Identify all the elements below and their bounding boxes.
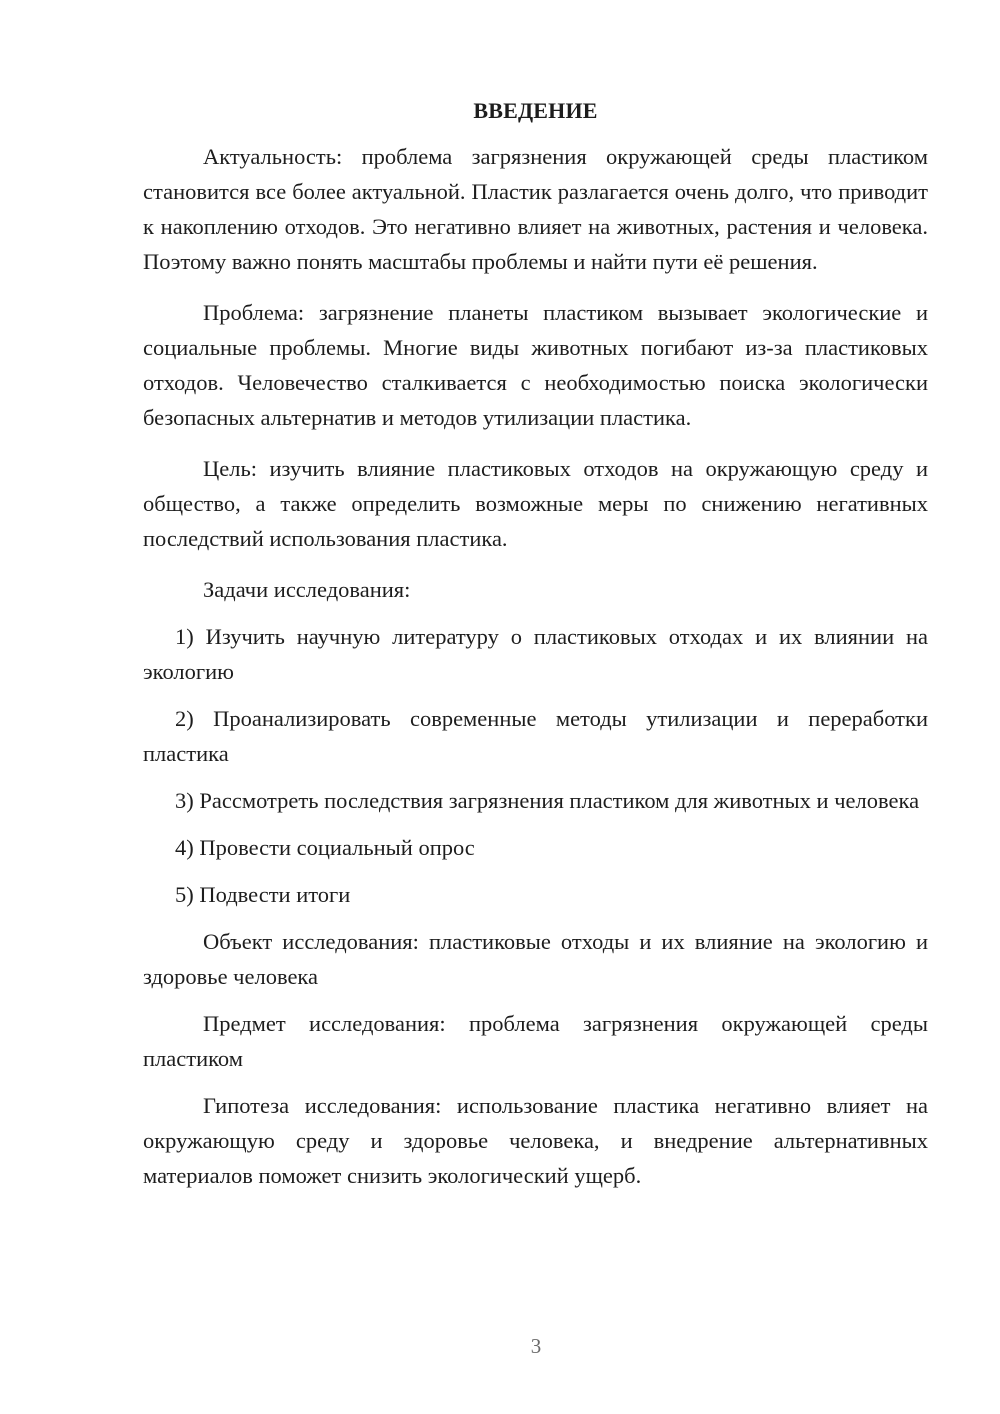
page-content: [143, 97, 928, 1205]
list-item-task-2: 2) Проанализировать современные методы утилизации и переработки пластика: [143, 706, 928, 766]
paragraph-research-hypothesis: Гипотеза исследования: использование пластика негативно влияет на окружающую среду и здоровье человека, и внедрение альтернативных материалов поможет снизить экологический ущерб.: [143, 1093, 928, 1188]
list-item-task-1: 1) Изучить научную литературу о пластиковых отходах и их влиянии на экологию: [143, 624, 928, 684]
page-number: 3: [530, 1334, 542, 1358]
paragraph-goal: Цель: изучить влияние пластиковых отходов на окружающую среду и общество, а также определить возможные меры по снижению негативных последствий использования пластика.: [143, 456, 928, 551]
paragraph-problem: Проблема: загрязнение планеты пластиком вызывает экологические и социальные проблемы. Многие виды животных погибают из-за пластиковых отходов. Человечество сталкивается с необходимостью поиска экологически безопасных альтернатив и методов утилизации пластика.: [143, 300, 928, 430]
list-item-task-4: 4) Провести социальный опрос: [175, 835, 475, 860]
tasks-title: Задачи исследования:: [203, 577, 411, 602]
paragraph-relevance: Актуальность: проблема загрязнения окружающей среды пластиком становится все более актуальной. Пластик разлагается очень долго, что приводит к накоплению отходов. Это негативно влияет на животных, растения и человека. Поэтому важно понять масштабы проблемы и найти пути её решения.: [143, 144, 928, 274]
page-title: ВВЕДЕНИЕ: [473, 98, 598, 123]
paragraph-research-object: Объект исследования: пластиковые отходы и их влияние на экологию и здоровье человека: [143, 929, 928, 989]
list-item-task-5: 5) Подвести итоги: [175, 882, 351, 907]
paragraph-research-subject: Предмет исследования: проблема загрязнения окружающей среды пластиком: [143, 1011, 928, 1071]
list-item-task-3: 3) Рассмотреть последствия загрязнения пластиком для животных и человека: [175, 788, 920, 813]
